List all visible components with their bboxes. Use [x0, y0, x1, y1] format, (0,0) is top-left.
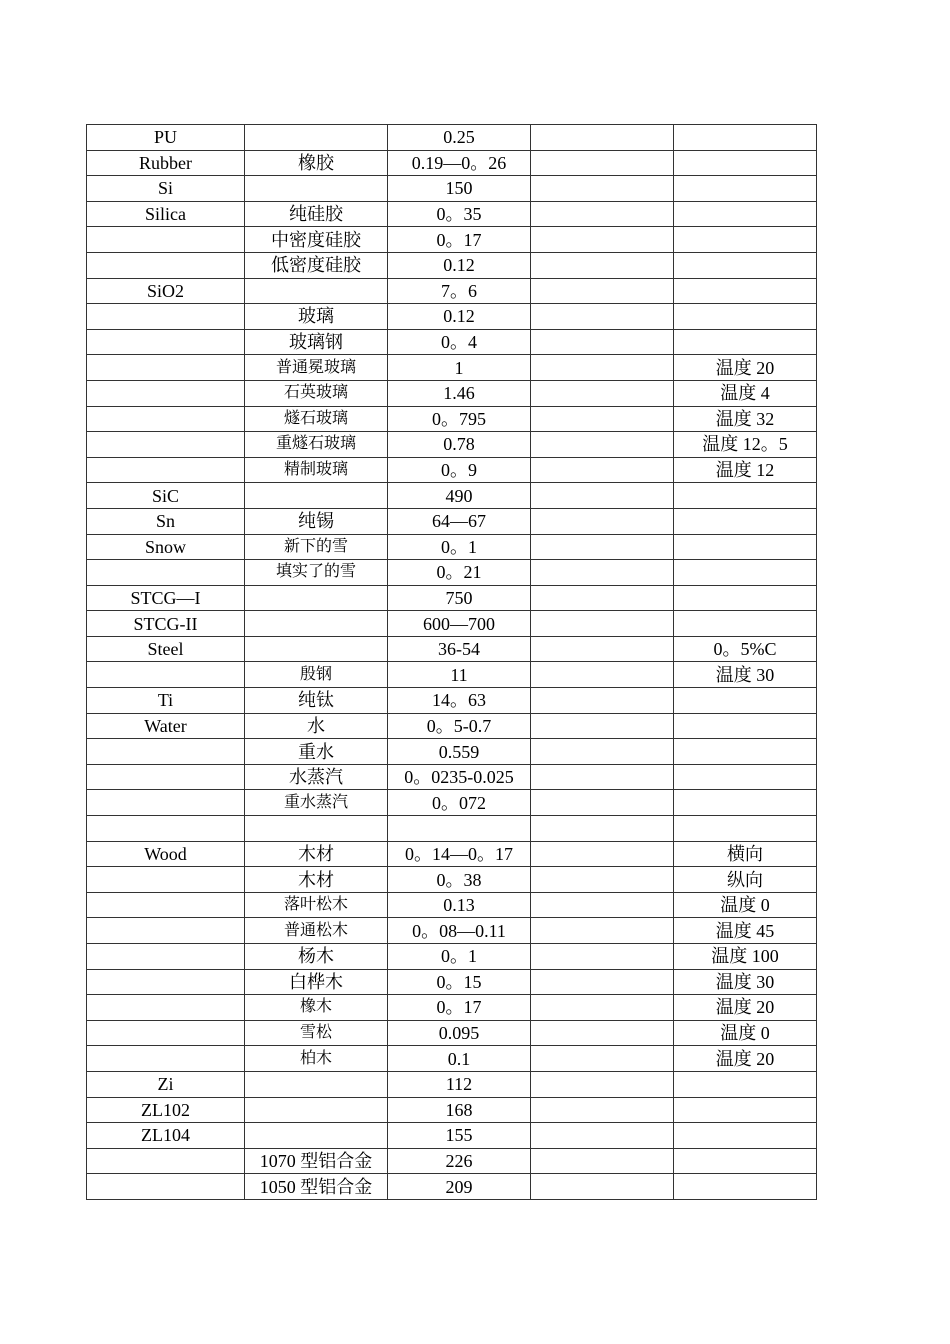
table-row	[87, 841, 817, 867]
cell-extra	[531, 508, 674, 534]
cell-material	[87, 252, 245, 278]
cell-extra	[531, 252, 674, 278]
cell-condition	[674, 201, 817, 227]
cell-material	[87, 1020, 245, 1046]
cell-material	[87, 380, 245, 406]
table-row	[87, 764, 817, 790]
cell-condition	[674, 1174, 817, 1200]
cell-name	[245, 176, 388, 202]
cell-condition: 温度 20	[674, 995, 817, 1021]
cell-material	[87, 918, 245, 944]
cell-extra	[531, 1148, 674, 1174]
cell-condition: 温度 30	[674, 662, 817, 688]
cell-value: 0。15	[388, 969, 531, 995]
cell-value: 14。63	[388, 688, 531, 714]
cell-name: 普通冕玻璃	[245, 355, 388, 381]
cell-condition	[674, 739, 817, 765]
cell-extra	[531, 764, 674, 790]
cell-name: 重燧石玻璃	[245, 432, 388, 458]
cell-material: Steel	[87, 636, 245, 662]
table-row	[87, 611, 817, 637]
cell-material: Zi	[87, 1071, 245, 1097]
cell-material	[87, 995, 245, 1021]
cell-material	[87, 406, 245, 432]
cell-extra	[531, 611, 674, 637]
table-row	[87, 380, 817, 406]
cell-value: 0。14—0。17	[388, 841, 531, 867]
cell-material: STCG-II	[87, 611, 245, 637]
cell-value: 0.25	[388, 125, 531, 151]
cell-extra	[531, 201, 674, 227]
cell-condition: 温度 4	[674, 380, 817, 406]
cell-material: Si	[87, 176, 245, 202]
cell-name: 低密度硅胶	[245, 252, 388, 278]
table-row	[87, 329, 817, 355]
cell-material: SiC	[87, 483, 245, 509]
cell-extra	[531, 560, 674, 586]
cell-condition: 横向	[674, 841, 817, 867]
cell-name: 重水蒸汽	[245, 790, 388, 816]
cell-condition: 温度 20	[674, 1046, 817, 1072]
cell-condition	[674, 483, 817, 509]
table-row	[87, 201, 817, 227]
cell-extra	[531, 1071, 674, 1097]
cell-condition: 温度 0	[674, 1020, 817, 1046]
cell-value: 64—67	[388, 508, 531, 534]
cell-material: Snow	[87, 534, 245, 560]
cell-material	[87, 969, 245, 995]
cell-material	[87, 662, 245, 688]
cell-extra	[531, 227, 674, 253]
cell-extra	[531, 150, 674, 176]
cell-value	[388, 816, 531, 842]
cell-extra	[531, 329, 674, 355]
cell-material	[87, 355, 245, 381]
cell-condition	[674, 790, 817, 816]
cell-material: Wood	[87, 841, 245, 867]
cell-extra	[531, 841, 674, 867]
cell-value: 0。17	[388, 995, 531, 1021]
cell-value: 0。08—0.11	[388, 918, 531, 944]
cell-value: 209	[388, 1174, 531, 1200]
cell-material	[87, 432, 245, 458]
cell-material	[87, 329, 245, 355]
cell-material	[87, 304, 245, 330]
cell-extra	[531, 790, 674, 816]
cell-extra	[531, 534, 674, 560]
cell-name: 石英玻璃	[245, 380, 388, 406]
cell-extra	[531, 432, 674, 458]
cell-name: 水蒸汽	[245, 764, 388, 790]
cell-value: 0。17	[388, 227, 531, 253]
cell-condition: 温度 100	[674, 944, 817, 970]
cell-condition	[674, 1148, 817, 1174]
cell-name	[245, 278, 388, 304]
cell-value: 0.559	[388, 739, 531, 765]
cell-material	[87, 764, 245, 790]
cell-name: 橡木	[245, 995, 388, 1021]
cell-extra	[531, 1174, 674, 1200]
cell-extra	[531, 380, 674, 406]
cell-name: 玻璃钢	[245, 329, 388, 355]
cell-value: 490	[388, 483, 531, 509]
table-row	[87, 662, 817, 688]
cell-name: 木材	[245, 867, 388, 893]
cell-value: 168	[388, 1097, 531, 1123]
cell-name: 纯锡	[245, 508, 388, 534]
cell-extra	[531, 816, 674, 842]
cell-value: 750	[388, 585, 531, 611]
cell-condition	[674, 176, 817, 202]
cell-material	[87, 790, 245, 816]
cell-value: 11	[388, 662, 531, 688]
cell-value: 150	[388, 176, 531, 202]
cell-extra	[531, 662, 674, 688]
table-row	[87, 816, 817, 842]
table-row	[87, 483, 817, 509]
cell-value: 0.13	[388, 892, 531, 918]
table-row	[87, 125, 817, 151]
cell-condition	[674, 1097, 817, 1123]
cell-name: 落叶松木	[245, 892, 388, 918]
cell-name: 纯硅胶	[245, 201, 388, 227]
cell-extra	[531, 713, 674, 739]
cell-condition	[674, 816, 817, 842]
cell-name: 橡胶	[245, 150, 388, 176]
table-row	[87, 252, 817, 278]
cell-name: 杨木	[245, 944, 388, 970]
cell-condition	[674, 1071, 817, 1097]
table-row	[87, 969, 817, 995]
table-row	[87, 739, 817, 765]
cell-value: 0。38	[388, 867, 531, 893]
table-row	[87, 585, 817, 611]
table-row	[87, 636, 817, 662]
cell-material: PU	[87, 125, 245, 151]
cell-value: 0。4	[388, 329, 531, 355]
cell-extra	[531, 918, 674, 944]
cell-name: 1070 型铝合金	[245, 1148, 388, 1174]
table-row	[87, 1046, 817, 1072]
cell-name: 重水	[245, 739, 388, 765]
cell-condition	[674, 1123, 817, 1149]
cell-value: 36-54	[388, 636, 531, 662]
cell-condition	[674, 227, 817, 253]
cell-material: ZL102	[87, 1097, 245, 1123]
table-row	[87, 508, 817, 534]
cell-material	[87, 227, 245, 253]
table-row	[87, 1097, 817, 1123]
table-row	[87, 176, 817, 202]
cell-name: 雪松	[245, 1020, 388, 1046]
cell-condition: 温度 20	[674, 355, 817, 381]
cell-value: 0.12	[388, 304, 531, 330]
cell-name: 玻璃	[245, 304, 388, 330]
cell-extra	[531, 355, 674, 381]
cell-material: Sn	[87, 508, 245, 534]
cell-material	[87, 457, 245, 483]
table-row	[87, 406, 817, 432]
cell-extra	[531, 483, 674, 509]
cell-extra	[531, 1097, 674, 1123]
cell-extra	[531, 176, 674, 202]
cell-name: 殷钢	[245, 662, 388, 688]
cell-name	[245, 636, 388, 662]
cell-name: 燧石玻璃	[245, 406, 388, 432]
cell-material: SiO2	[87, 278, 245, 304]
cell-condition: 温度 45	[674, 918, 817, 944]
cell-value: 0.19—0。26	[388, 150, 531, 176]
cell-value: 226	[388, 1148, 531, 1174]
table-row	[87, 227, 817, 253]
table-row	[87, 457, 817, 483]
cell-material	[87, 1148, 245, 1174]
cell-value: 0.78	[388, 432, 531, 458]
cell-material: STCG—I	[87, 585, 245, 611]
cell-value: 0。1	[388, 944, 531, 970]
cell-value: 0。072	[388, 790, 531, 816]
cell-condition: 温度 30	[674, 969, 817, 995]
cell-condition	[674, 764, 817, 790]
cell-value: 7。6	[388, 278, 531, 304]
cell-condition	[674, 252, 817, 278]
table-row	[87, 1071, 817, 1097]
cell-name: 柏木	[245, 1046, 388, 1072]
cell-name	[245, 1071, 388, 1097]
cell-material: Silica	[87, 201, 245, 227]
cell-extra	[531, 688, 674, 714]
table-row	[87, 560, 817, 586]
cell-extra	[531, 636, 674, 662]
cell-extra	[531, 1020, 674, 1046]
cell-material	[87, 944, 245, 970]
cell-extra	[531, 944, 674, 970]
cell-extra	[531, 585, 674, 611]
table-row	[87, 688, 817, 714]
table-row	[87, 1123, 817, 1149]
cell-value: 0.1	[388, 1046, 531, 1072]
cell-condition	[674, 304, 817, 330]
cell-material	[87, 739, 245, 765]
cell-condition: 温度 12	[674, 457, 817, 483]
cell-name: 中密度硅胶	[245, 227, 388, 253]
cell-name	[245, 1123, 388, 1149]
table-row	[87, 713, 817, 739]
cell-material: Rubber	[87, 150, 245, 176]
cell-value: 600—700	[388, 611, 531, 637]
cell-condition: 温度 12。5	[674, 432, 817, 458]
cell-value: 0。0235-0.025	[388, 764, 531, 790]
cell-extra	[531, 995, 674, 1021]
table-row	[87, 790, 817, 816]
material-table	[86, 124, 817, 1200]
cell-value: 0。35	[388, 201, 531, 227]
cell-name: 精制玻璃	[245, 457, 388, 483]
cell-extra	[531, 457, 674, 483]
table-row	[87, 1174, 817, 1200]
cell-name: 普通松木	[245, 918, 388, 944]
table-row	[87, 534, 817, 560]
cell-name: 1050 型铝合金	[245, 1174, 388, 1200]
cell-value: 1.46	[388, 380, 531, 406]
table-row	[87, 944, 817, 970]
cell-name: 木材	[245, 841, 388, 867]
cell-material	[87, 816, 245, 842]
cell-value: 0。5-0.7	[388, 713, 531, 739]
cell-value: 0.12	[388, 252, 531, 278]
cell-condition	[674, 278, 817, 304]
cell-name	[245, 125, 388, 151]
cell-value: 155	[388, 1123, 531, 1149]
cell-name	[245, 611, 388, 637]
table-row	[87, 867, 817, 893]
table-row	[87, 278, 817, 304]
cell-condition	[674, 534, 817, 560]
cell-extra	[531, 892, 674, 918]
cell-name	[245, 483, 388, 509]
cell-condition	[674, 560, 817, 586]
cell-name: 新下的雪	[245, 534, 388, 560]
cell-extra	[531, 304, 674, 330]
table-row	[87, 1148, 817, 1174]
table-row	[87, 1020, 817, 1046]
cell-condition	[674, 585, 817, 611]
cell-name	[245, 1097, 388, 1123]
table-row	[87, 995, 817, 1021]
cell-name	[245, 585, 388, 611]
cell-condition	[674, 611, 817, 637]
cell-extra	[531, 278, 674, 304]
cell-value: 0.095	[388, 1020, 531, 1046]
cell-condition: 0。5%C	[674, 636, 817, 662]
cell-value: 1	[388, 355, 531, 381]
cell-condition: 纵向	[674, 867, 817, 893]
cell-extra	[531, 1123, 674, 1149]
cell-condition: 温度 0	[674, 892, 817, 918]
cell-extra	[531, 867, 674, 893]
cell-condition	[674, 125, 817, 151]
cell-material	[87, 867, 245, 893]
cell-condition	[674, 329, 817, 355]
cell-material: Water	[87, 713, 245, 739]
cell-material	[87, 560, 245, 586]
cell-name: 填实了的雪	[245, 560, 388, 586]
table-row	[87, 304, 817, 330]
table-row	[87, 355, 817, 381]
cell-material	[87, 1174, 245, 1200]
cell-extra	[531, 969, 674, 995]
table-row	[87, 918, 817, 944]
cell-condition: 温度 32	[674, 406, 817, 432]
cell-extra	[531, 406, 674, 432]
cell-condition	[674, 688, 817, 714]
cell-name: 白桦木	[245, 969, 388, 995]
cell-material	[87, 892, 245, 918]
cell-condition	[674, 508, 817, 534]
cell-name	[245, 816, 388, 842]
cell-value: 0。21	[388, 560, 531, 586]
table-body	[87, 125, 817, 1200]
cell-condition	[674, 150, 817, 176]
table-row	[87, 150, 817, 176]
cell-value: 0。1	[388, 534, 531, 560]
cell-extra	[531, 739, 674, 765]
cell-material	[87, 1046, 245, 1072]
cell-name: 水	[245, 713, 388, 739]
table-row	[87, 432, 817, 458]
cell-value: 0。9	[388, 457, 531, 483]
cell-value: 0。795	[388, 406, 531, 432]
cell-extra	[531, 1046, 674, 1072]
cell-name: 纯钛	[245, 688, 388, 714]
cell-value: 112	[388, 1071, 531, 1097]
cell-condition	[674, 713, 817, 739]
cell-material: ZL104	[87, 1123, 245, 1149]
cell-material: Ti	[87, 688, 245, 714]
table-row	[87, 892, 817, 918]
cell-extra	[531, 125, 674, 151]
